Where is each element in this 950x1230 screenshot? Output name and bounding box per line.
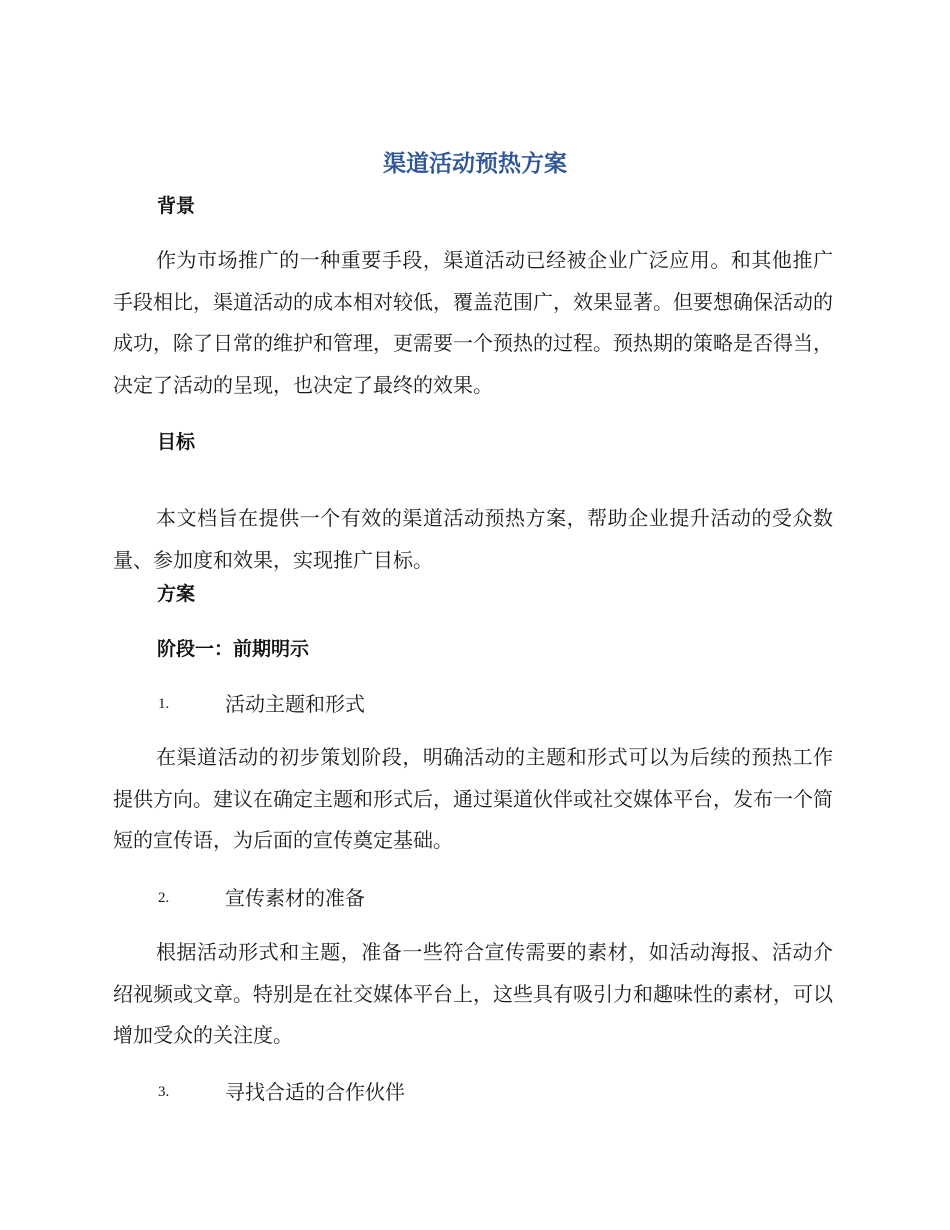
section-heading-plan: 方案 (157, 583, 196, 605)
section-heading-background: 背景 (157, 195, 196, 217)
list-number: 3. (158, 1084, 170, 1100)
list-item-title: 宣传素材的准备 (225, 886, 365, 910)
list-item-paragraph: 在渠道活动的初步策划阶段，明确活动的主题和形式可以为后续的预热工作提供方向。建议在确定主题和形式后，通过渠道伙伴或社交媒体平台，发布一个简短的宣传语，为后面的宣传奠定基础。 (113, 745, 833, 852)
list-item-title: 寻找合适的合作伙伴 (225, 1080, 405, 1104)
document-title: 渠道活动预热方案 (383, 151, 567, 177)
list-item-title: 活动主题和形式 (225, 692, 365, 716)
paragraph-background: 作为市场推广的一种重要手段，渠道活动已经被企业广泛应用。和其他推广手段相比，渠道活动的成本相对较低，覆盖范围广，效果显著。但要想确保活动的成功，除了日常的维护和管理，更需要一个预热的过程。预热期的策略是否得当，决定了活动的呈现，也决定了最终的效果。 (113, 248, 833, 397)
paragraph-goal: 本文档旨在提供一个有效的渠道活动预热方案，帮助企业提升活动的受众数量、参加度和效果，实现推广目标。 (113, 506, 833, 572)
section-heading-goal: 目标 (157, 431, 196, 453)
list-item-paragraph: 根据活动形式和主题，准备一些符合宣传需要的素材，如活动海报、活动介绍视频或文章。特别是在社交媒体平台上，这些具有吸引力和趣味性的素材，可以增加受众的关注度。 (113, 940, 833, 1047)
list-number: 1. (158, 696, 170, 712)
phase-heading-1: 阶段一：前期明示 (157, 638, 310, 660)
list-number: 2. (158, 890, 170, 906)
